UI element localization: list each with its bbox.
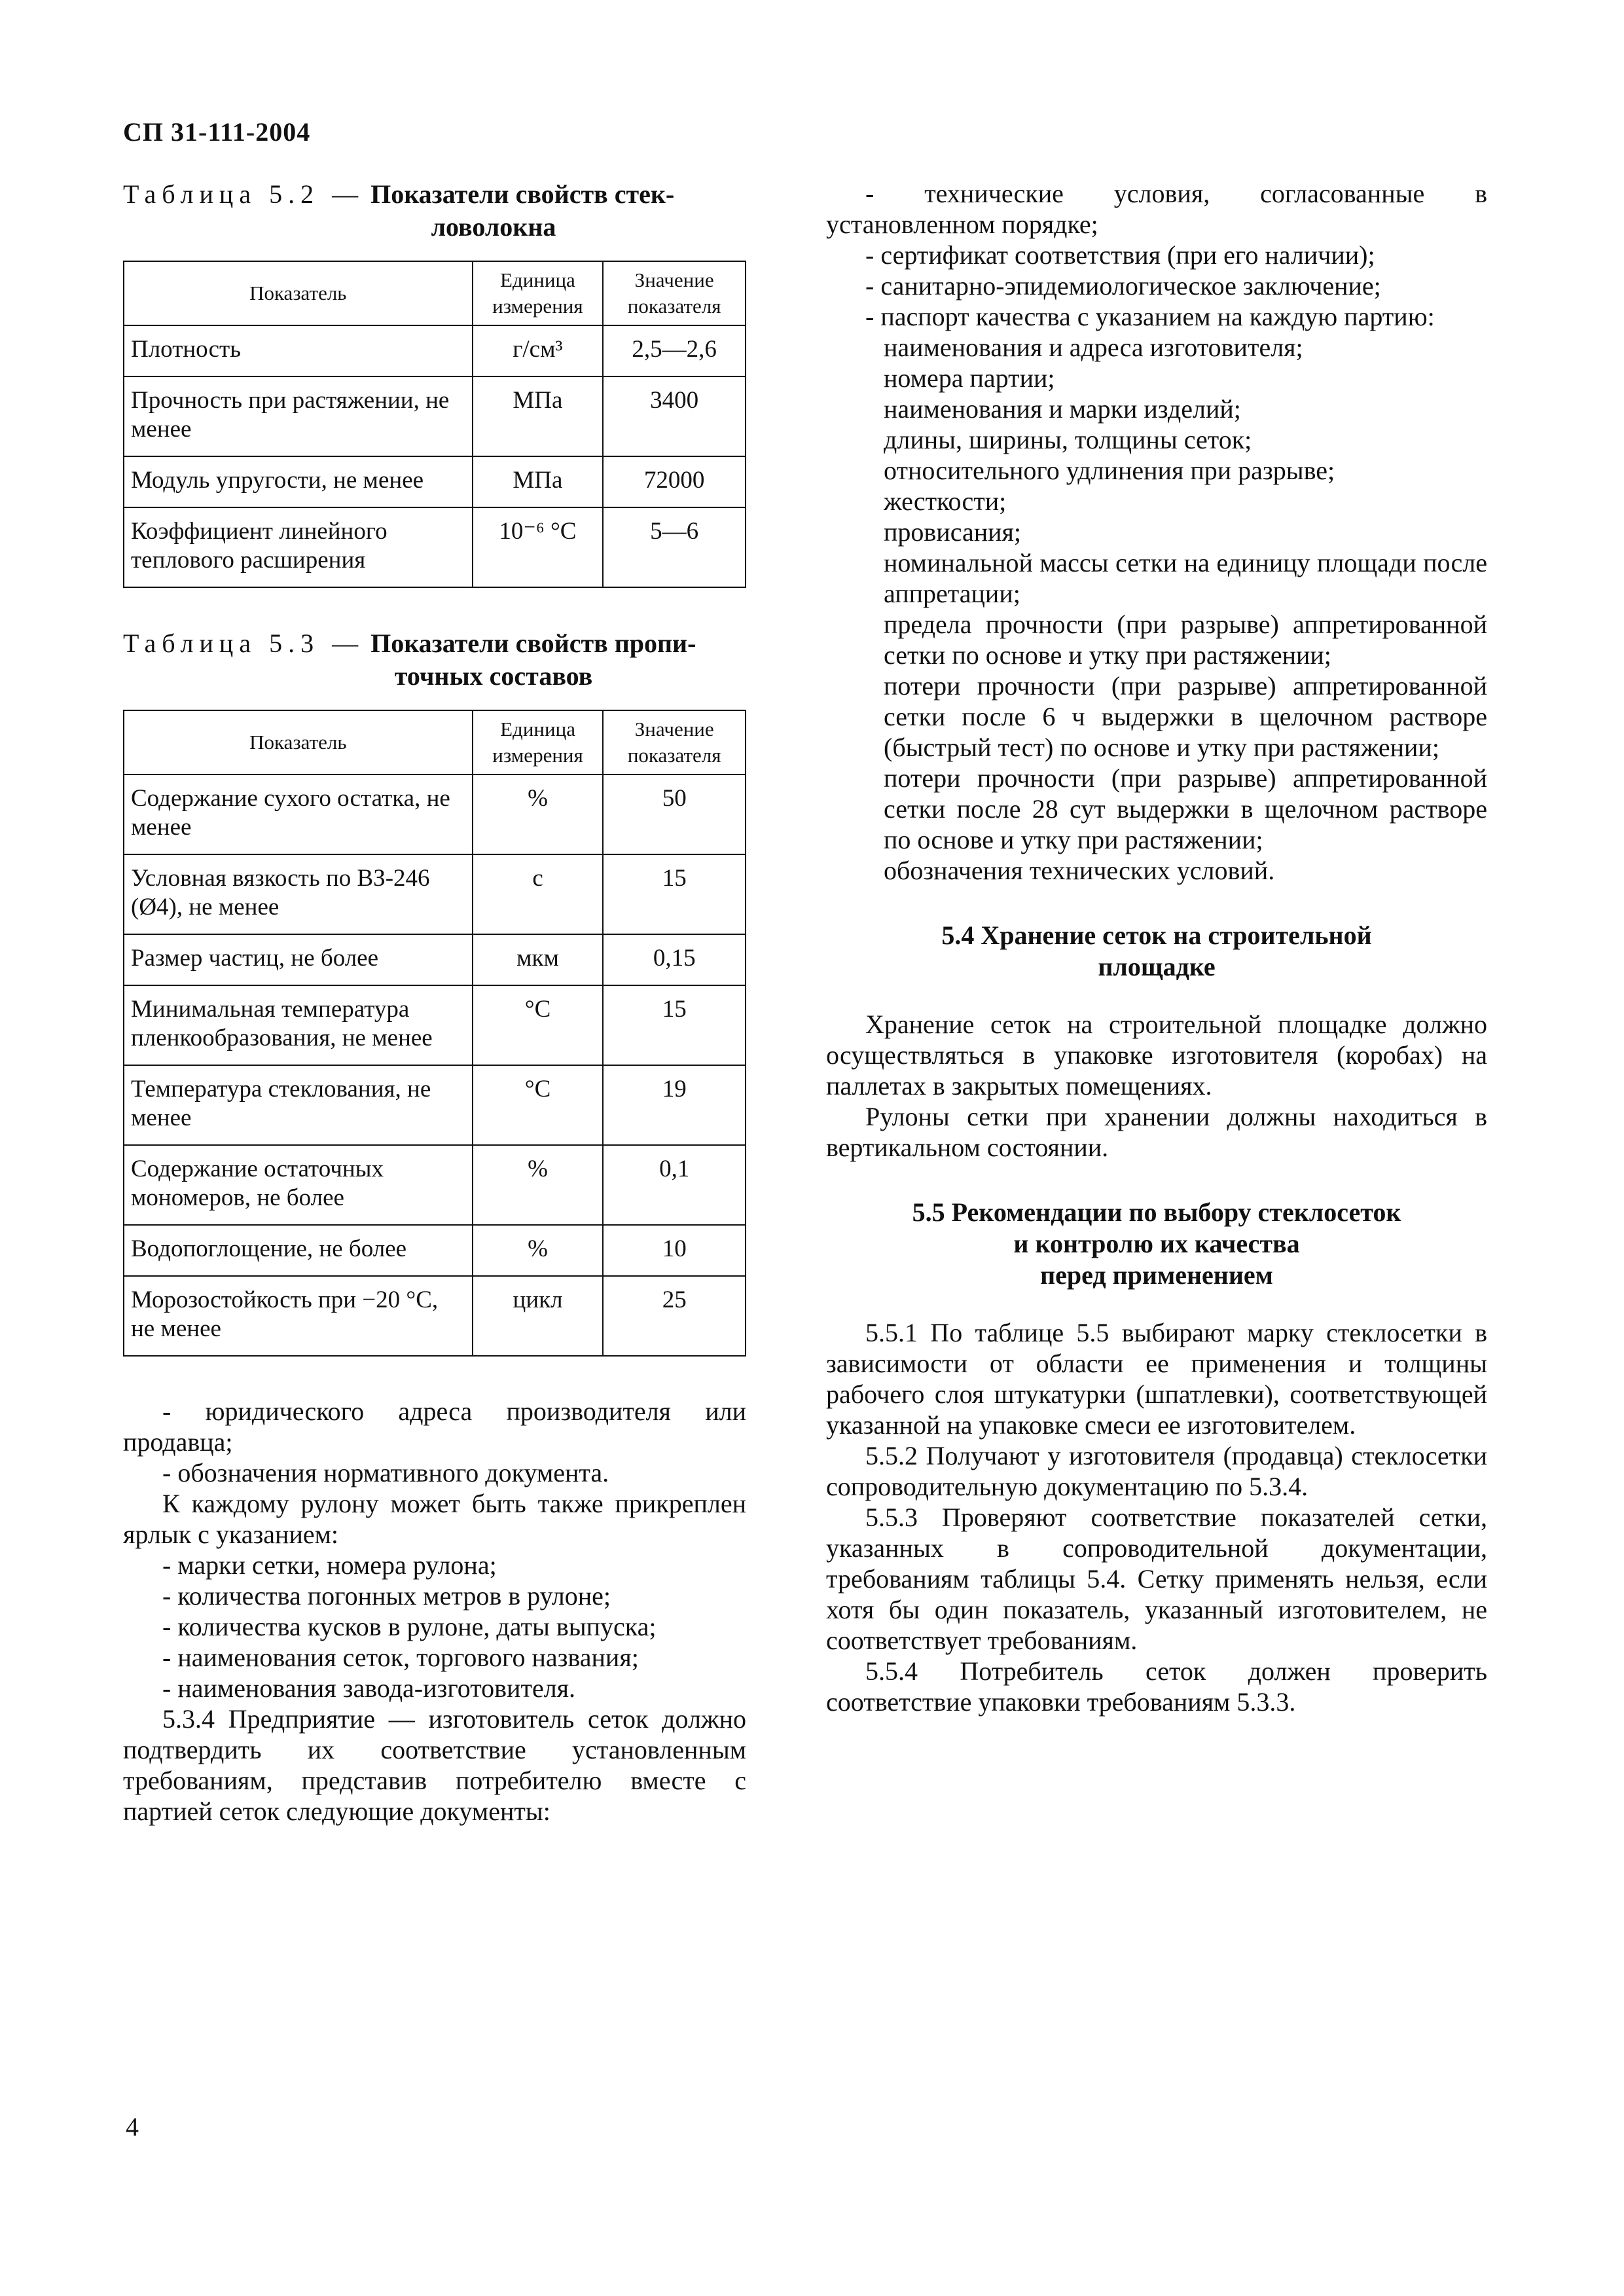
table-row xyxy=(124,985,746,1065)
passport-item: провисания; xyxy=(884,517,1022,547)
table-header-row xyxy=(124,261,746,325)
list-item: - паспорт качества с указанием на каждую партию: xyxy=(865,302,1435,331)
passport-item: номинальной массы сетки на единицу площади после аппретации; xyxy=(884,548,1487,608)
table-cell: 3400 xyxy=(603,376,746,456)
table-row xyxy=(124,507,746,587)
table-cell: Минимальная температура пленкообразования, не менее xyxy=(124,985,473,1065)
body-paragraph: Рулоны сетки при хранении должны находиться в вертикальном состоянии. xyxy=(826,1102,1487,1162)
table-cell: г/см³ xyxy=(473,325,604,376)
table-cell: Модуль упругости, не менее xyxy=(124,456,473,507)
left-column xyxy=(123,178,746,1827)
table-cell: мкм xyxy=(473,934,604,985)
table-5-3 xyxy=(123,710,746,1357)
table-cell: 15 xyxy=(603,985,746,1065)
table-cell: °С xyxy=(473,1065,604,1145)
body-paragraph: Хранение сеток на строительной площадке должно осуществляться в упаковке изготовителя (коробах) на паллетах в закрытых помещениях. xyxy=(826,1010,1487,1101)
passport-item: наименования и адреса изготовителя; xyxy=(884,333,1303,362)
passport-item: потери прочности (при разрыве) аппретированной сетки после 6 ч выдержки в щелочном растворе (быстрый тест) по основе и утку при растяжении; xyxy=(884,671,1487,762)
table-cell: Температура стеклования, не менее xyxy=(124,1065,473,1145)
table-row xyxy=(124,325,746,376)
table-5-2-label: Таблица 5.2 — xyxy=(123,179,365,209)
passport-item: относительного удлинения при разрыве; xyxy=(884,456,1335,485)
passport-item: потери прочности (при разрыве) аппретированной сетки после 28 сут выдержки в щелочном растворе по основе и утку при растяжении; xyxy=(884,763,1487,854)
passport-item: номера партии; xyxy=(884,363,1055,393)
document-code-header: СП 31-111-2004 xyxy=(123,117,311,147)
body-paragraph: 5.5.1 По таблице 5.5 выбирают марку стеклосетки в зависимости от области ее применения и толщины рабочего слоя штукатурки (шпатлевки), соответствующей указанной на упаковке смеси ее изготовителем. xyxy=(826,1318,1487,1440)
section-5-4-heading-line2: площадке xyxy=(1098,952,1216,981)
table-cell: 15 xyxy=(603,854,746,934)
table-row xyxy=(124,934,746,985)
body-paragraph: 5.3.4 Предприятие — изготовитель сеток должно подтвердить их соответствие установленным требованиям, представив потребителю вместе с партией сеток следующие документы: xyxy=(123,1704,746,1826)
table-cell: Прочность при растяжении, не менее xyxy=(124,376,473,456)
table-5-3-title-line2: точных составов xyxy=(394,661,593,691)
table-5-2-title-line2: ловолокна xyxy=(431,212,556,242)
column-header: Единица измерения xyxy=(473,261,604,325)
body-paragraph: - количества погонных метров в рулоне; xyxy=(162,1581,611,1611)
passport-item: длины, ширины, толщины сеток; xyxy=(884,425,1252,454)
table-cell: Размер частиц, не более xyxy=(124,934,473,985)
passport-item: наименования и марки изделий; xyxy=(884,394,1241,424)
column-header: Значение показателя xyxy=(603,261,746,325)
table-cell: % xyxy=(473,1145,604,1225)
table-cell: 10⁻⁶ °С xyxy=(473,507,604,587)
table-cell: 0,15 xyxy=(603,934,746,985)
body-paragraph: 5.5.4 Потребитель сеток должен проверить соответствие упаковки требованиям 5.3.3. xyxy=(826,1656,1487,1717)
table-5-2-caption xyxy=(123,178,746,244)
table-row xyxy=(124,1145,746,1225)
table-row xyxy=(124,1065,746,1145)
table-5-3-label: Таблица 5.3 — xyxy=(123,629,365,658)
list-item: - технические условия, согласованные в установленном порядке; xyxy=(826,179,1487,239)
table-cell: МПа xyxy=(473,456,604,507)
table-cell: % xyxy=(473,1225,604,1276)
list-item: - сертификат соответствия (при его наличии); xyxy=(865,240,1375,270)
table-5-3-caption xyxy=(123,627,746,693)
table-cell: 19 xyxy=(603,1065,746,1145)
body-paragraph: 5.5.2 Получают у изготовителя (продавца) стеклосетки сопроводительную документацию по 5.3.4. xyxy=(826,1441,1487,1501)
table-cell: Водопоглощение, не более xyxy=(124,1225,473,1276)
table-cell: 0,1 xyxy=(603,1145,746,1225)
section-5-5-heading-line1: 5.5 Рекомендации по выбору стеклосеток xyxy=(912,1197,1401,1227)
table-cell: Условная вязкость по ВЗ-246 (Ø4), не менее xyxy=(124,854,473,934)
table-cell: Содержание сухого остатка, не менее xyxy=(124,774,473,854)
table-cell: 5—6 xyxy=(603,507,746,587)
table-cell: % xyxy=(473,774,604,854)
body-paragraph: К каждому рулону может быть также прикреплен ярлык с указанием: xyxy=(123,1489,746,1549)
table-row xyxy=(124,376,746,456)
passport-item: обозначения технических условий. xyxy=(884,856,1275,885)
body-paragraph: - обозначения нормативного документа. xyxy=(162,1458,609,1487)
table-row xyxy=(124,1225,746,1276)
page-number: 4 xyxy=(126,2112,139,2141)
table-row xyxy=(124,854,746,934)
table-cell: Содержание остаточных мономеров, не более xyxy=(124,1145,473,1225)
body-paragraph: - юридического адреса производителя или продавца; xyxy=(123,1396,746,1457)
right-column xyxy=(826,178,1487,1717)
table-5-2-title-line1: Показатели свойств стек- xyxy=(370,179,675,209)
table-5-2 xyxy=(123,261,746,588)
table-cell: Коэффициент линейного теплового расширения xyxy=(124,507,473,587)
section-5-5-heading-line2: и контролю их качества xyxy=(1013,1229,1300,1258)
table-header-row xyxy=(124,710,746,774)
table-cell: 25 xyxy=(603,1276,746,1356)
table-cell: Морозостойкость при −20 °С, не менее xyxy=(124,1276,473,1356)
table-5-3-title-line1: Показатели свойств пропи- xyxy=(370,629,696,658)
table-cell: °С xyxy=(473,985,604,1065)
table-row xyxy=(124,774,746,854)
section-5-5-heading-line3: перед применением xyxy=(1040,1260,1273,1290)
section-5-4-heading-line1: 5.4 Хранение сеток на строительной xyxy=(941,920,1372,950)
body-paragraph: - марки сетки, номера рулона; xyxy=(162,1550,497,1580)
body-paragraph: - количества кусков в рулоне, даты выпуска; xyxy=(162,1612,657,1641)
column-header: Единица измерения xyxy=(473,710,604,774)
table-cell: 50 xyxy=(603,774,746,854)
column-header: Показатель xyxy=(124,710,473,774)
body-paragraph: 5.5.3 Проверяют соответствие показателей сетки, указанных в сопроводительной документации, требованиям таблицы 5.4. Сетку применять нельзя, если хотя бы один показатель, указанный изготовителем, не соответствует требованиям. xyxy=(826,1503,1487,1655)
column-header: Показатель xyxy=(124,261,473,325)
body-paragraph: - наименования сеток, торгового названия; xyxy=(162,1643,639,1672)
list-item: - санитарно-эпидемиологическое заключение; xyxy=(865,271,1381,301)
passport-item: жесткости; xyxy=(884,486,1007,516)
column-header: Значение показателя xyxy=(603,710,746,774)
body-paragraph: - наименования завода-изготовителя. xyxy=(162,1673,576,1703)
table-cell: цикл xyxy=(473,1276,604,1356)
table-cell: 10 xyxy=(603,1225,746,1276)
table-cell: с xyxy=(473,854,604,934)
table-cell: 2,5—2,6 xyxy=(603,325,746,376)
table-cell: Плотность xyxy=(124,325,473,376)
table-row xyxy=(124,456,746,507)
table-cell: МПа xyxy=(473,376,604,456)
passport-item: предела прочности (при разрыве) аппретированной сетки по основе и утку при растяжении; xyxy=(884,610,1487,670)
table-row xyxy=(124,1276,746,1356)
table-cell: 72000 xyxy=(603,456,746,507)
